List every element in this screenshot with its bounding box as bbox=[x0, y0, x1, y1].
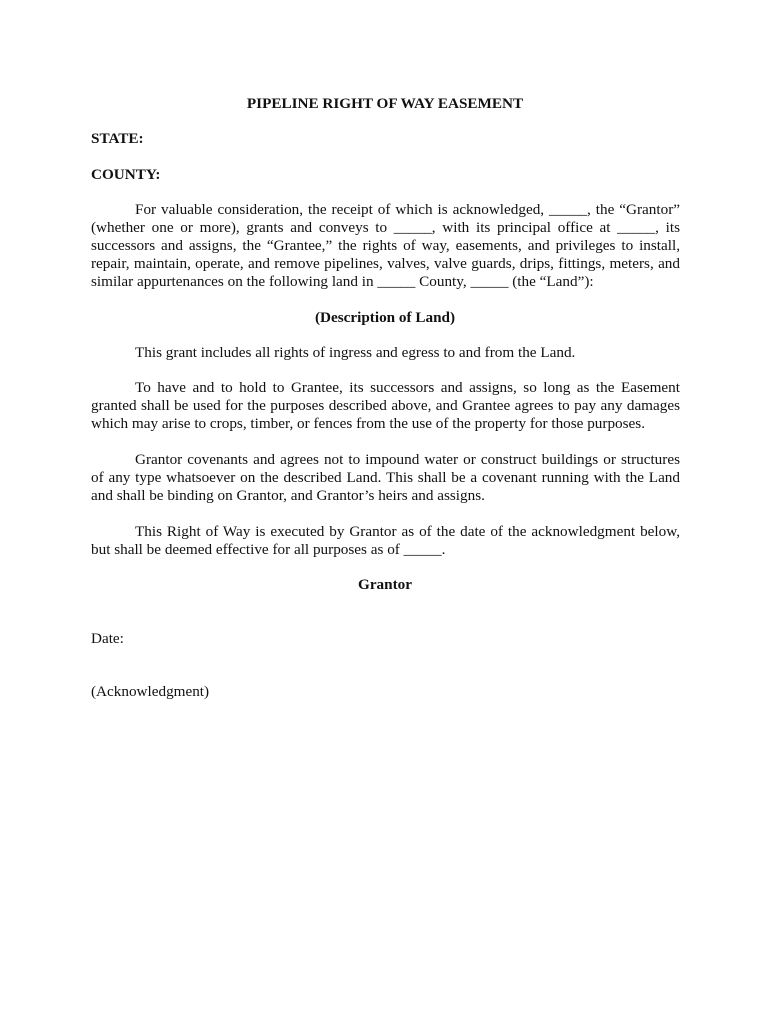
county-label: COUNTY: bbox=[91, 166, 161, 183]
date-label: Date: bbox=[91, 630, 124, 647]
ingress-egress-paragraph: This grant includes all rights of ingress and egress to and from the Land. bbox=[135, 344, 576, 361]
description-of-land-heading: (Description of Land) bbox=[314, 309, 456, 326]
execution-paragraph: This Right of Way is executed by Grantor as of the date of the acknowledgment below, but shall be deemed effective for all purposes as of _____. bbox=[91, 523, 680, 558]
hold-paragraph: To have and to hold to Grantee, its successors and assigns, so long as the Easement granted shall be used for the purposes described above, and Grantee agrees to pay any damages which may arise to crops, timber, or fences from the use of the property for those purposes. bbox=[91, 379, 680, 432]
state-label: STATE: bbox=[91, 130, 144, 147]
document-title: PIPELINE RIGHT OF WAY EASEMENT bbox=[246, 95, 524, 112]
covenant-paragraph: Grantor covenants and agrees not to impound water or construct buildings or structures of any type whatsoever on the described Land. This shall be a covenant running with the Land and shall be binding on Grantor, and Grantor’s heirs and assigns. bbox=[91, 451, 680, 504]
grant-paragraph: For valuable consideration, the receipt of which is acknowledged, _____, the “Grantor” (whether one or more), grants and conveys to _____, with its principal office at _____, its successors and assigns, the “Grantee,” the rights of way, easements, and privileges to install, repair, maintain, operate, and remove pipelines, valves, valve guards, drips, fittings, meters, and similar appurtenances on the following land in _____ County, _____ (the “Land”): bbox=[91, 201, 680, 290]
acknowledgment-label: (Acknowledgment) bbox=[91, 683, 210, 700]
grantor-heading: Grantor bbox=[358, 576, 412, 593]
